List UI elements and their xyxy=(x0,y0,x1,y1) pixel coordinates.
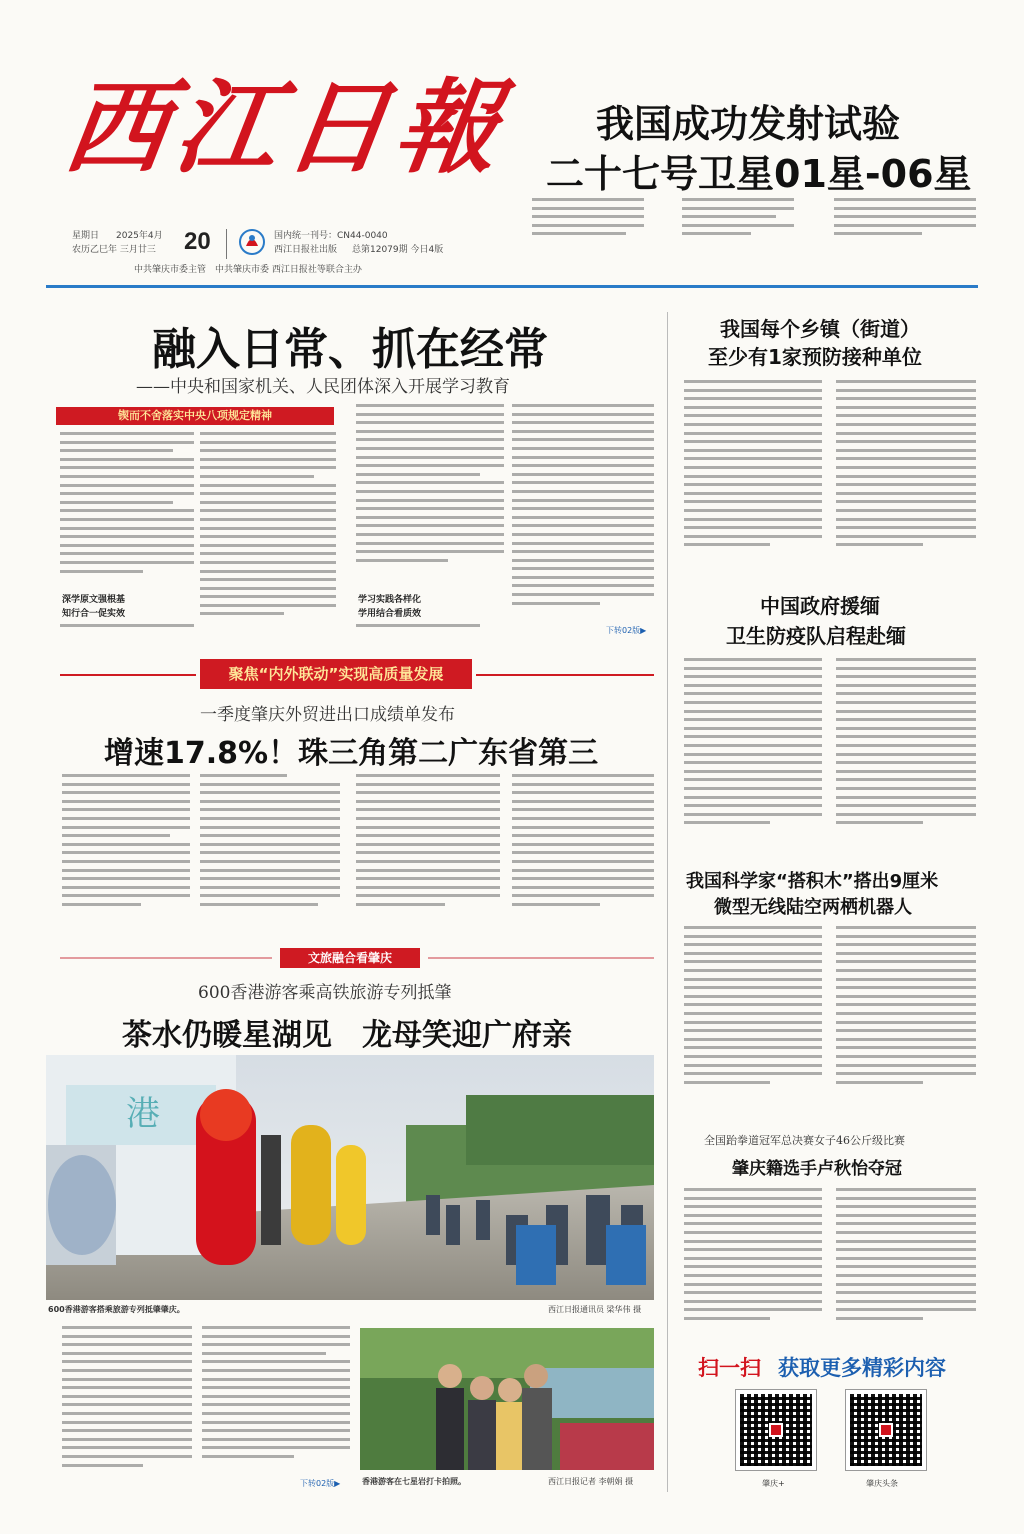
trade-rule-left xyxy=(60,674,196,676)
publisher: 西江日报社出版 xyxy=(274,245,338,255)
photo1-credit: 西江日报通讯员 梁华伟 摄 xyxy=(548,1305,642,1314)
trade-section-tag: 聚焦“内外联动”实现高质量发展 xyxy=(200,659,472,689)
right-story4-kicker: 全国跆拳道冠军总决赛女子46公斤级比赛 xyxy=(704,1134,905,1147)
qr-label-1: 肇庆+ xyxy=(762,1479,785,1488)
qr-code-toutiao[interactable] xyxy=(846,1390,926,1470)
right-story3-col2 xyxy=(836,926,976,1108)
right-story2-col1 xyxy=(684,658,822,846)
tourism-headline: 茶水仍暖星湖见 龙母笑迎广府亲 xyxy=(122,1018,572,1053)
right-story4-col1 xyxy=(684,1188,822,1338)
promo-scan-label: 扫一扫 xyxy=(698,1356,761,1380)
qr-code-app[interactable] xyxy=(736,1390,816,1470)
promo-text: 获取更多精彩内容 xyxy=(778,1356,946,1380)
top-story-text-col3 xyxy=(834,198,976,244)
right-story1-col2 xyxy=(836,380,976,570)
lead-minihead-2: 知行合一促实效 xyxy=(62,609,126,619)
photo2-caption: 香港游客在七星岩打卡拍照。 xyxy=(362,1477,466,1486)
column-divider xyxy=(667,312,668,1492)
top-story-text-col2 xyxy=(682,198,794,244)
right-story1-headline-1: 我国每个乡镇（街道） xyxy=(720,317,920,341)
issue-info: 总第12079期 今日4版 xyxy=(352,245,444,255)
date-text: 2025年4月 xyxy=(116,231,163,241)
right-story2-col2 xyxy=(836,658,976,846)
tourism-text-col2 xyxy=(202,1326,350,1476)
top-story-text-col1 xyxy=(532,198,644,244)
lead-minihead-3: 学习实践各样化 xyxy=(358,595,422,605)
tourism-section-tag: 文旅融合看肇庆 xyxy=(280,948,420,968)
tourism-text-col1 xyxy=(62,1326,192,1486)
selfie-photo xyxy=(360,1328,654,1470)
cn-number: 国内统一刊号：CN44-0040 xyxy=(274,231,388,241)
lead-jump-link[interactable]: 下转02版▶ xyxy=(606,626,647,635)
lead-text-col3b xyxy=(356,624,504,636)
top-story-headline-1: 我国成功发射试验 xyxy=(596,102,901,146)
tourism-kicker: 600香港游客乘高铁旅游专列抵肇 xyxy=(198,983,452,1003)
top-story-headline-2: 二十七号卫星01星-06星 xyxy=(546,152,972,196)
masthead-logo: 西江日報 xyxy=(57,68,515,188)
right-story4-headline: 肇庆籍选手卢秋怡夺冠 xyxy=(732,1159,902,1179)
lead-text-col1b xyxy=(60,624,194,636)
qr-label-2: 肇庆头条 xyxy=(866,1479,898,1488)
qr-logo-icon xyxy=(769,1423,783,1437)
lead-headline: 融入日常、抓在经常 xyxy=(152,324,548,375)
masthead-rule xyxy=(46,285,978,288)
svg-text:港: 港 xyxy=(126,1094,160,1134)
lead-text-col1 xyxy=(60,432,194,590)
right-story3-headline-1: 我国科学家“搭积木”搭出9厘米 xyxy=(686,871,939,892)
photo1-caption: 600香港游客搭乘旅游专列抵肇肇庆。 xyxy=(48,1305,185,1314)
tourism-rule-right xyxy=(428,957,654,959)
right-story1-col1 xyxy=(684,380,822,570)
lead-text-col3 xyxy=(356,404,504,590)
right-story2-headline-2: 卫生防疫队启程赴缅 xyxy=(726,624,906,648)
right-story1-headline-2: 至少有1家预防接种单位 xyxy=(708,345,922,369)
lead-text-col2 xyxy=(200,432,336,638)
weekday: 星期日 xyxy=(72,231,100,241)
tourism-jump-link[interactable]: 下转02版▶ xyxy=(300,1479,341,1488)
trade-text-col3 xyxy=(356,774,500,924)
lunar-date: 农历乙巳年 三月廿三 xyxy=(72,245,156,255)
sponsors: 中共肇庆市委主管 中共肇庆市委 西江日报社等联合主办 xyxy=(134,265,362,275)
masthead-divider xyxy=(226,229,227,259)
trade-kicker: 一季度肇庆外贸进出口成绩单发布 xyxy=(200,705,455,725)
lion-dance-photo xyxy=(46,1055,654,1300)
lead-section-tag: 锲而不舍落实中央八项规定精神 xyxy=(56,407,334,425)
trade-headline: 增速17.8%！珠三角第二广东省第三 xyxy=(104,736,599,771)
lead-minihead-4: 学用结合看质效 xyxy=(358,609,422,619)
right-story4-col2 xyxy=(836,1188,976,1338)
newspaper-emblem-icon xyxy=(238,228,266,256)
tourism-rule-left xyxy=(60,957,272,959)
trade-text-col4 xyxy=(512,774,654,924)
photo2-credit: 西江日报记者 李朝娟 摄 xyxy=(548,1477,634,1486)
right-story3-headline-2: 微型无线陆空两栖机器人 xyxy=(714,897,912,918)
trade-rule-right xyxy=(476,674,654,676)
right-story2-headline-1: 中国政府援缅 xyxy=(760,594,880,618)
day-number: 20 xyxy=(184,228,211,255)
right-story3-col1 xyxy=(684,926,822,1108)
lead-minihead-1: 深学原文强根基 xyxy=(62,595,126,605)
lead-subheadline: ——中央和国家机关、人民团体深入开展学习教育 xyxy=(136,377,510,397)
trade-text-col2 xyxy=(200,774,340,924)
trade-text-col1 xyxy=(62,774,190,924)
qr-logo-icon xyxy=(879,1423,893,1437)
lead-text-col4 xyxy=(512,404,654,636)
